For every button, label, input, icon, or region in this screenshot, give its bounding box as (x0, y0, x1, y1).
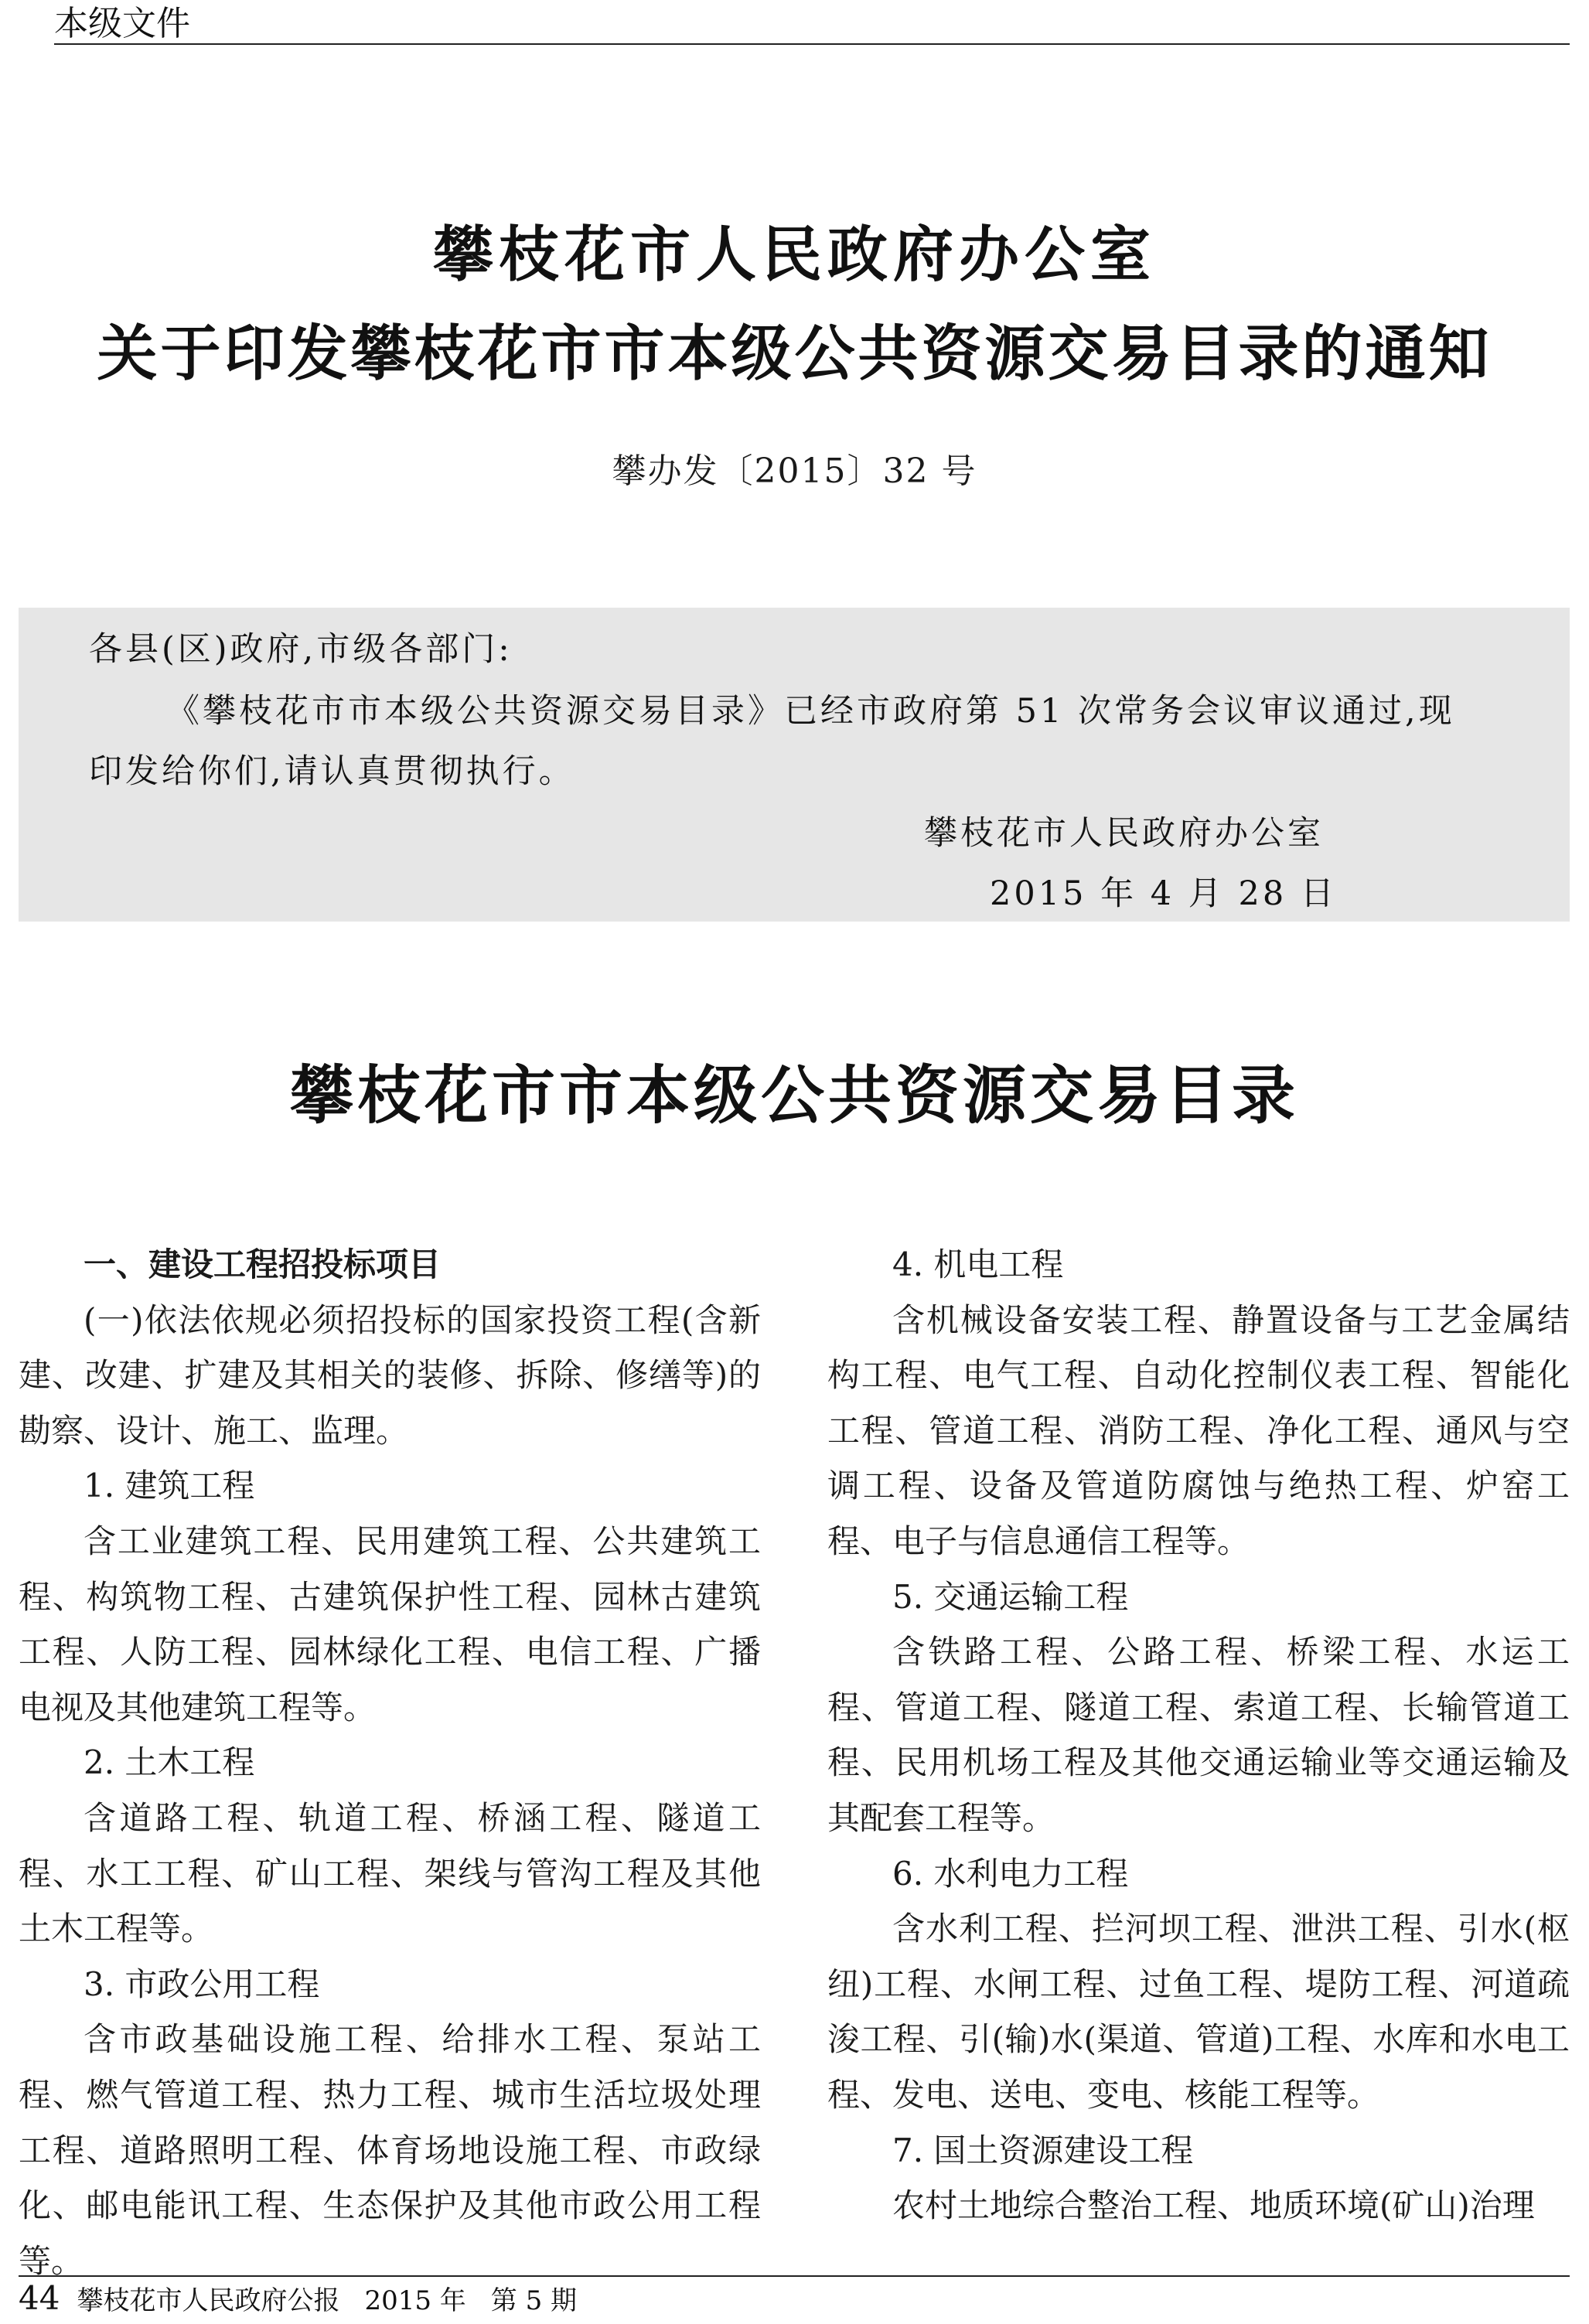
section-tag: 本级文件 (54, 4, 190, 43)
footer-rule (19, 2275, 1570, 2277)
catalog-title: 攀枝花市市本级公共资源交易目录 (289, 1059, 1299, 1133)
subsection-heading: 6. 水利电力工程 (892, 1854, 1129, 1893)
notice-body-line1: 《攀枝花市市本级公共资源交易目录》已经市政府第 51 次常务会议审议通过,现 (166, 692, 1455, 731)
page-number: 44 (19, 2279, 60, 2317)
paragraph: 含市政基础设施工程、给排水工程、泵站工程、燃气管道工程、热力工程、城市生活垃圾处理工程、道路照明工程、体育场地设施工程、市政绿化、邮电能讯工程、生态保护及其他市政公用工程等。 (19, 2020, 761, 2280)
catalog-left-column (19, 1237, 761, 2288)
paragraph: 含道路工程、轨道工程、桥涵工程、隧道工程、水工工程、矿山工程、架线与管沟工程及其他土木工程等。 (19, 1798, 761, 1948)
section-heading: 一、建设工程招投标项目 (84, 1245, 442, 1283)
document-title-line1: 攀枝花市人民政府办公室 (432, 220, 1156, 290)
subsection-heading: 5. 交通运输工程 (892, 1577, 1129, 1616)
subsection-heading: 4. 机电工程 (892, 1245, 1064, 1283)
publication-name: 攀枝花市人民政府公报 (77, 2285, 340, 2316)
notice-date: 2015 年 4 月 28 日 (990, 874, 1337, 913)
header-rule (54, 43, 1570, 45)
subsection-heading: 1. 建筑工程 (84, 1467, 255, 1505)
notice-addressee: 各县(区)政府,市级各部门: (89, 630, 513, 669)
document-title-line2: 关于印发攀枝花市市本级公共资源交易目录的通知 (97, 319, 1492, 389)
catalog-right-column (827, 1237, 1570, 2234)
paragraph: (一)依法依规必须招投标的国家投资工程(含新建、改建、扩建及其相关的装修、拆除、修缮等)的勘察、设计、施工、监理。 (19, 1300, 761, 1450)
notice-issuer: 攀枝花市人民政府办公室 (924, 814, 1324, 853)
paragraph: 农村土地综合整治工程、地质环境(矿山)治理 (892, 2186, 1535, 2225)
subsection-heading: 3. 市政公用工程 (84, 1964, 320, 2003)
publication-issue: 第 5 期 (490, 2285, 578, 2316)
footer (19, 2281, 577, 2319)
paragraph: 含铁路工程、公路工程、桥梁工程、水运工程、管道工程、隧道工程、索道工程、长输管道工程、民用机场工程及其他交通运输业等交通运输及其配套工程等。 (827, 1633, 1570, 1837)
document-number: 攀办发〔2015〕32 号 (612, 452, 977, 491)
publication-year: 2015 年 (364, 2285, 466, 2316)
subsection-heading: 7. 国土资源建设工程 (892, 2131, 1194, 2169)
subsection-heading: 2. 土木工程 (84, 1743, 255, 1782)
paragraph: 含机械设备安装工程、静置设备与工艺金属结构工程、电气工程、自动化控制仪表工程、智能化工程、管道工程、消防工程、净化工程、通风与空调工程、设备及管道防腐蚀与绝热工程、炉窑工程、电子与信息通信工程等。 (827, 1300, 1570, 1560)
paragraph: 含水利工程、拦河坝工程、泄洪工程、引水(枢纽)工程、水闸工程、过鱼工程、堤防工程、河道疏浚工程、引(输)水(渠道、管道)工程、水库和水电工程、发电、送电、变电、核能工程等。 (827, 1910, 1570, 2114)
notice-body-line2: 印发给你们,请认真贯彻执行。 (89, 752, 575, 791)
paragraph: 含工业建筑工程、民用建筑工程、公共建筑工程、构筑物工程、古建筑保护性工程、园林古建筑工程、人防工程、园林绿化工程、电信工程、广播电视及其他建筑工程等。 (19, 1522, 761, 1726)
